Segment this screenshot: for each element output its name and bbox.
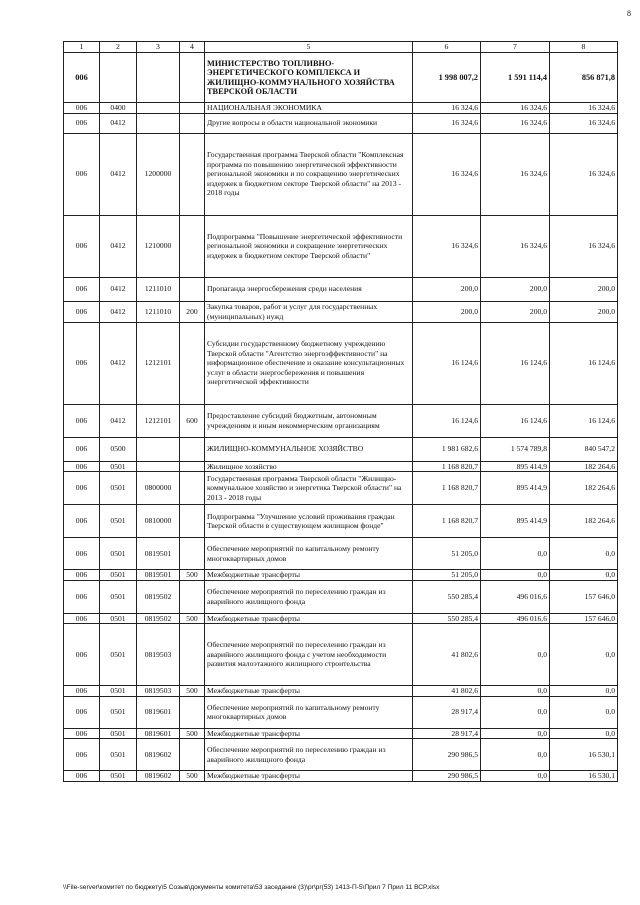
cell-v8: 200,0 [550,277,618,301]
cell-v7: 0,0 [481,728,550,739]
table-row [64,505,618,538]
cell-v7: 895 414,9 [481,461,550,472]
table-row [64,461,618,472]
cell-c1: 006 [64,696,100,728]
cell-c1: 006 [64,133,100,215]
table-row [64,624,618,686]
cell-c4: 500 [180,570,205,581]
cell-c1: 006 [64,103,100,114]
cell-v8: 16 530,1 [550,771,618,782]
cell-v8: 0,0 [550,686,618,697]
cell-c3 [137,437,180,461]
cell-c1: 006 [64,580,100,613]
cell-c1: 006 [64,404,100,437]
cell-c4: 500 [180,771,205,782]
cell-c1: 006 [64,570,100,581]
cell-v7: 1 574 789,8 [481,437,550,461]
cell-c4 [180,437,205,461]
table-row [64,437,618,461]
cell-c2: 0501 [100,728,137,739]
cell-c1: 006 [64,277,100,301]
cell-desc: Межбюджетные трансферты [205,728,413,739]
cell-v6: 550 285,4 [413,580,481,613]
cell-v6: 1 168 820,7 [413,461,481,472]
cell-v6: 1 981 682,6 [413,437,481,461]
cell-c4 [180,322,205,404]
table-row [64,215,618,277]
cell-v8: 16 124,6 [550,322,618,404]
cell-c3: 1211010 [137,277,180,301]
cell-c2: 0501 [100,580,137,613]
cell-c3: 1212101 [137,404,180,437]
cell-c4: 500 [180,686,205,697]
cell-v6: 290 986,5 [413,771,481,782]
cell-c2: 0412 [100,301,137,322]
cell-v8: 0,0 [550,728,618,739]
cell-c4: 600 [180,404,205,437]
cell-c4 [180,538,205,570]
cell-c4 [180,580,205,613]
cell-v7: 0,0 [481,624,550,686]
cell-c2: 0501 [100,505,137,538]
cell-v6: 200,0 [413,277,481,301]
cell-c1: 006 [64,53,100,103]
cell-v6: 1 998 007,2 [413,53,481,103]
cell-c4 [180,113,205,133]
cell-c3 [137,113,180,133]
cell-c1: 006 [64,215,100,277]
cell-v8: 16 124,6 [550,404,618,437]
cell-v7: 16 324,6 [481,113,550,133]
cell-v7: 16 324,6 [481,103,550,114]
cell-v8: 16 324,6 [550,113,618,133]
cell-v7: 200,0 [481,301,550,322]
column-number-row [64,42,618,53]
cell-c2: 0501 [100,461,137,472]
cell-c2 [100,53,137,103]
cell-c1: 006 [64,113,100,133]
cell-desc: ЖИЛИЩНО-КОММУНАЛЬНОЕ ХОЗЯЙСТВО [205,437,413,461]
column-header: 3 [137,42,180,53]
cell-v8: 0,0 [550,570,618,581]
cell-c3: 1212101 [137,322,180,404]
cell-v7: 0,0 [481,570,550,581]
cell-v7: 895 414,9 [481,505,550,538]
cell-v6: 16 324,6 [413,133,481,215]
cell-v8: 16 324,6 [550,133,618,215]
table-row [64,472,618,505]
cell-v8: 0,0 [550,696,618,728]
cell-c1: 006 [64,739,100,771]
cell-c3: 0819502 [137,613,180,624]
cell-desc: Подпрограмма "Повышение энергетической эффективности региональной экономики и сокращение энергетических издержек в бюджетном секторе Тверской области" [205,215,413,277]
cell-c3: 0819501 [137,538,180,570]
cell-v8: 856 871,8 [550,53,618,103]
table-row [64,538,618,570]
cell-c4 [180,133,205,215]
cell-desc: Субсидии государственному бюджетному учреждению Тверской области "Агентство энергоэффективности" на информационное обеспечение и оказание консультационных услуг в области энергосбережения и повышения энергетической эффективности [205,322,413,404]
cell-desc: НАЦИОНАЛЬНАЯ ЭКОНОМИКА [205,103,413,114]
table-row [64,580,618,613]
cell-c1: 006 [64,613,100,624]
file-path-footer: \\File-server\комитет по бюджету\5 Созыв\документы комитета\53 заседание (3)\pr\pr(53) 1413-П-5\Прил 7 Прил 11 ВСР.xlsx [63,884,440,891]
cell-v6: 41 802,6 [413,624,481,686]
cell-v8: 0,0 [550,538,618,570]
cell-c4 [180,461,205,472]
cell-desc: Пропаганда энергосбережения среди населения [205,277,413,301]
table-row [64,728,618,739]
cell-c2: 0501 [100,538,137,570]
cell-c4 [180,696,205,728]
cell-c2: 0501 [100,570,137,581]
cell-c1: 006 [64,322,100,404]
table-row [64,570,618,581]
cell-c1: 006 [64,771,100,782]
cell-c2: 0412 [100,277,137,301]
cell-c3: 1211010 [137,301,180,322]
table-row [64,113,618,133]
cell-c3 [137,103,180,114]
cell-v8: 200,0 [550,301,618,322]
cell-c2: 0501 [100,472,137,505]
cell-c4 [180,277,205,301]
cell-desc: Обеспечение мероприятий по капитальному ремонту многоквартирных домов [205,538,413,570]
cell-c4 [180,505,205,538]
cell-v8: 182 264,6 [550,461,618,472]
cell-v6: 1 168 820,7 [413,472,481,505]
page-number: 8 [627,9,631,18]
cell-c3: 0800000 [137,472,180,505]
cell-desc: Обеспечение мероприятий по капитальному ремонту многоквартирных домов [205,696,413,728]
table-row [64,301,618,322]
cell-v6: 16 324,6 [413,113,481,133]
cell-v7: 0,0 [481,686,550,697]
column-header: 4 [180,42,205,53]
cell-v6: 200,0 [413,301,481,322]
cell-v8: 157 646,0 [550,613,618,624]
cell-v8: 182 264,6 [550,505,618,538]
cell-desc: Обеспечение мероприятий по переселению граждан из аварийного жилищного фонда с учетом необходимости развития малоэтажного жилищного строительства [205,624,413,686]
cell-c3: 0819601 [137,696,180,728]
cell-c1: 006 [64,624,100,686]
cell-v7: 496 016,6 [481,613,550,624]
cell-v8: 0,0 [550,624,618,686]
table-row [64,53,618,103]
cell-v6: 550 285,4 [413,613,481,624]
table-row [64,404,618,437]
cell-c3: 0819503 [137,624,180,686]
cell-c3: 0819602 [137,739,180,771]
cell-c4 [180,739,205,771]
cell-c2: 0412 [100,404,137,437]
table-row [64,322,618,404]
cell-c4 [180,53,205,103]
cell-c4 [180,472,205,505]
cell-v7: 16 324,6 [481,133,550,215]
cell-c2: 0500 [100,437,137,461]
table-row [64,133,618,215]
cell-desc: Межбюджетные трансферты [205,570,413,581]
cell-v7: 16 124,6 [481,322,550,404]
table-row [64,696,618,728]
cell-c1: 006 [64,686,100,697]
cell-v7: 1 591 114,4 [481,53,550,103]
cell-c1: 006 [64,472,100,505]
cell-desc: Подпрограмма "Улучшение условий проживания граждан Тверской области в существующем жилищном фонде" [205,505,413,538]
cell-v8: 16 324,6 [550,103,618,114]
table-row [64,103,618,114]
cell-c1: 006 [64,301,100,322]
cell-c2: 0412 [100,215,137,277]
table-row [64,277,618,301]
cell-c3 [137,461,180,472]
cell-v7: 0,0 [481,538,550,570]
cell-c2: 0412 [100,133,137,215]
cell-c1: 006 [64,538,100,570]
cell-v7: 0,0 [481,771,550,782]
cell-c1: 006 [64,461,100,472]
cell-c2: 0501 [100,613,137,624]
cell-c1: 006 [64,728,100,739]
cell-c4 [180,103,205,114]
cell-c4: 200 [180,301,205,322]
cell-v7: 895 414,9 [481,472,550,505]
cell-v7: 496 016,6 [481,580,550,613]
cell-desc: Государственная программа Тверской области "Жилищно-коммунальное хозяйство и энергетика Тверской области" на 2013 - 2018 годы [205,472,413,505]
cell-c1: 006 [64,437,100,461]
cell-c2: 0501 [100,739,137,771]
cell-c3: 0819602 [137,771,180,782]
cell-desc: Предоставление субсидий бюджетным, автономным учреждениям и иным некоммерческим организациям [205,404,413,437]
budget-table [63,41,618,782]
cell-desc: Обеспечение мероприятий по переселению граждан из аварийного жилищного фонда [205,580,413,613]
column-header: 6 [413,42,481,53]
cell-c2: 0400 [100,103,137,114]
cell-v7: 200,0 [481,277,550,301]
column-header: 5 [205,42,413,53]
cell-desc: Другие вопросы в области национальной экономики [205,113,413,133]
cell-v8: 182 264,6 [550,472,618,505]
cell-desc: Государственная программа Тверской области "Комплексная программа по повышению энергетической эффективности региональной экономики и по сокращению энергетических издержек в бюджетном секторе Тверской области" на 2013 - 2018 годы [205,133,413,215]
cell-c3: 1210000 [137,215,180,277]
cell-c4: 500 [180,728,205,739]
table-row [64,686,618,697]
cell-desc: Обеспечение мероприятий по переселению граждан из аварийного жилищного фонда [205,739,413,771]
cell-v6: 16 324,6 [413,103,481,114]
cell-c3: 0819601 [137,728,180,739]
cell-c2: 0501 [100,624,137,686]
cell-v8: 157 646,0 [550,580,618,613]
column-header: 8 [550,42,618,53]
column-header: 2 [100,42,137,53]
cell-v7: 0,0 [481,739,550,771]
cell-c3: 0819501 [137,570,180,581]
cell-c3 [137,53,180,103]
cell-c4 [180,624,205,686]
cell-v6: 16 124,6 [413,322,481,404]
cell-v6: 28 917,4 [413,696,481,728]
cell-c3: 1200000 [137,133,180,215]
column-header: 1 [64,42,100,53]
cell-c3: 0819502 [137,580,180,613]
cell-c2: 0412 [100,322,137,404]
cell-c2: 0501 [100,686,137,697]
cell-v7: 16 124,6 [481,404,550,437]
cell-v8: 16 530,1 [550,739,618,771]
cell-v8: 840 547,2 [550,437,618,461]
cell-c2: 0501 [100,696,137,728]
cell-desc: Межбюджетные трансферты [205,613,413,624]
cell-v7: 16 324,6 [481,215,550,277]
cell-c4: 500 [180,613,205,624]
cell-c2: 0501 [100,771,137,782]
cell-desc: Закупка товаров, работ и услуг для государственных (муниципальных) нужд [205,301,413,322]
cell-desc: Жилищное хозяйство [205,461,413,472]
cell-v8: 16 324,6 [550,215,618,277]
cell-v6: 16 124,6 [413,404,481,437]
cell-c3: 0819503 [137,686,180,697]
table-row [64,613,618,624]
cell-v6: 28 917,4 [413,728,481,739]
cell-c4 [180,215,205,277]
cell-v6: 41 802,6 [413,686,481,697]
cell-c2: 0412 [100,113,137,133]
cell-v6: 16 324,6 [413,215,481,277]
table-row [64,739,618,771]
cell-desc: Межбюджетные трансферты [205,686,413,697]
cell-v6: 51 205,0 [413,570,481,581]
cell-desc: МИНИСТЕРСТВО ТОПЛИВНО-ЭНЕРГЕТИЧЕСКОГО КОМПЛЕКСА И ЖИЛИЩНО-КОММУНАЛЬНОГО ХОЗЯЙСТВА ТВЕРСКОЙ ОБЛАСТИ [205,53,413,103]
cell-desc: Межбюджетные трансферты [205,771,413,782]
cell-v6: 51 205,0 [413,538,481,570]
cell-c1: 006 [64,505,100,538]
table-row [64,771,618,782]
column-header: 7 [481,42,550,53]
cell-c3: 0810000 [137,505,180,538]
cell-v6: 1 168 820,7 [413,505,481,538]
cell-v6: 290 986,5 [413,739,481,771]
cell-v7: 0,0 [481,696,550,728]
